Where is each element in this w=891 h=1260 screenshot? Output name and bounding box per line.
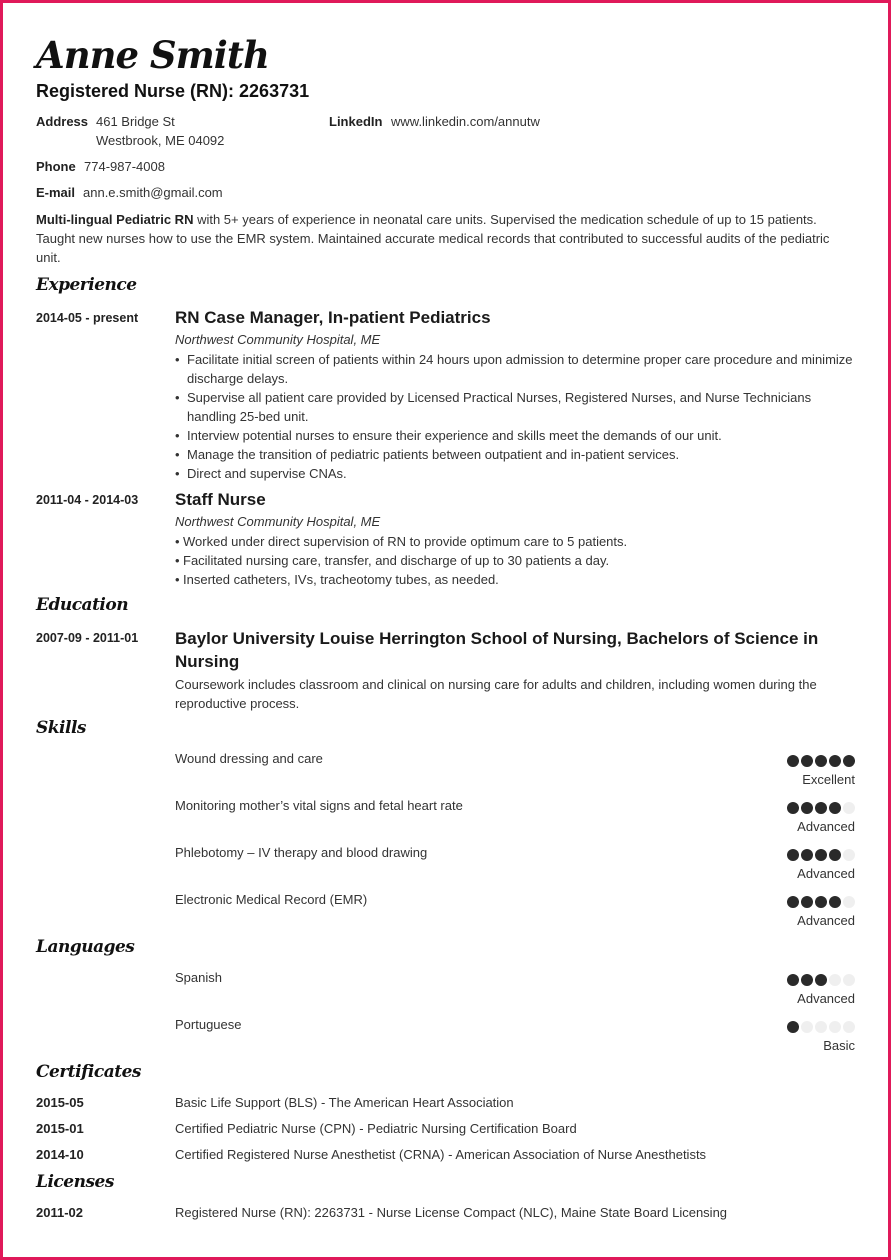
experience-bullet: • Supervise all patient care provided by Licensed Practical Nurses, Registered Nurses, and Nurse Technicians handling 25-bed unit. [175, 388, 855, 426]
rating-dot-filled [815, 896, 827, 908]
rating-dot-empty [843, 849, 855, 861]
experience-bullet: • Facilitate initial screen of patients within 24 hours upon admission to determine proper care procedure and minimize discharge delays. [175, 350, 855, 388]
section-heading-certificates: Certificates [36, 1062, 141, 1082]
education-date: 2007-09 - 2011-01 [36, 631, 139, 645]
certificate-text: Certified Pediatric Nurse (CPN) - Pediatric Nursing Certification Board [175, 1121, 577, 1136]
certificate-date: 2015-01 [36, 1121, 84, 1136]
email-label: E-mail [36, 185, 76, 200]
rating-dot-filled [829, 849, 841, 861]
experience-role: Staff Nurse [175, 490, 266, 509]
rating-dot-empty [829, 1021, 841, 1033]
skill-level: Advanced [797, 913, 855, 928]
rating-dot-filled [801, 974, 813, 986]
rating-dot-empty [843, 1021, 855, 1033]
section-heading-education: Education [36, 595, 129, 615]
rating-dot-filled [787, 896, 799, 908]
rating-dot-filled [787, 1021, 799, 1033]
rating-dot-filled [843, 755, 855, 767]
certificate-text: Certified Registered Nurse Anesthetist (CRNA) - American Association of Nurse Anesthetists [175, 1147, 707, 1162]
rating-dot-filled [787, 755, 799, 767]
rating-dot-filled [829, 802, 841, 814]
language-rating [787, 974, 855, 986]
rating-dot-filled [787, 802, 799, 814]
language-level: Advanced [797, 991, 855, 1006]
rating-dot-empty [843, 974, 855, 986]
experience-bullet: • Worked under direct supervision of RN to provide optimum care to 5 patients. [175, 532, 855, 551]
rating-dot-filled [829, 755, 841, 767]
section-heading-licenses: Licenses [36, 1172, 114, 1192]
skill-level: Advanced [797, 819, 855, 834]
rating-dot-filled [815, 974, 827, 986]
experience-date: 2014-05 - present [36, 311, 139, 325]
rating-dot-empty [829, 974, 841, 986]
section-heading-experience: Experience [36, 275, 137, 295]
section-heading-languages: Languages [36, 937, 135, 957]
skill-rating [787, 755, 855, 767]
language-rating [787, 1021, 855, 1033]
license-text: Registered Nurse (RN): 2263731 - Nurse License Compact (NLC), Maine State Board Licensing [175, 1205, 728, 1220]
rating-dot-filled [801, 896, 813, 908]
experience-bullet: • Facilitated nursing care, transfer, and discharge of up to 30 patients a day. [175, 551, 855, 570]
email-link[interactable]: ann.e.smith@gmail.com [83, 185, 223, 200]
skill-rating [787, 896, 855, 908]
rating-dot-empty [843, 896, 855, 908]
rating-dot-filled [801, 849, 813, 861]
skill-level: Excellent [802, 772, 855, 787]
skill-rating [787, 802, 855, 814]
certificate-date: 2015-05 [36, 1095, 84, 1110]
skill-name: Phlebotomy – IV therapy and blood drawing [175, 845, 428, 860]
experience-bullet: • Inserted catheters, IVs, tracheotomy tubes, as needed. [175, 570, 855, 589]
summary-text: with 5+ years of experience in neonatal care units. Supervised the medication schedule of up to 15 patients. Taught new nurses how to use the EMR system. Maintained accurate medical records that contributed to successful audits of the pediatric unit. [36, 212, 830, 265]
skill-name: Monitoring mother’s vital signs and fetal heart rate [175, 798, 463, 813]
address-line1: 461 Bridge St [96, 114, 175, 129]
education-description: Coursework includes classroom and clinical on nursing care for adults and children, including women during the reproductive process. [175, 677, 817, 711]
rating-dot-filled [801, 802, 813, 814]
skill-name: Electronic Medical Record (EMR) [175, 892, 368, 907]
address-label: Address [36, 114, 89, 129]
job-title: Registered Nurse (RN): 2263731 [36, 81, 310, 101]
education-school: Baylor University Louise Herrington School of Nursing, Bachelors of Science in Nursing [175, 629, 819, 671]
summary-lead: Multi-lingual Pediatric RN [36, 212, 194, 227]
experience-bullets [175, 532, 855, 589]
certificate-text: Basic Life Support (BLS) - The American Heart Association [175, 1095, 514, 1110]
phone-label: Phone [36, 159, 76, 174]
rating-dot-filled [815, 802, 827, 814]
linkedin-link[interactable]: www.linkedin.com/annutw [391, 114, 540, 129]
experience-bullet: • Direct and supervise CNAs. [175, 464, 855, 483]
rating-dot-filled [787, 974, 799, 986]
rating-dot-filled [815, 755, 827, 767]
language-level: Basic [823, 1038, 855, 1053]
professional-summary [36, 210, 856, 267]
address-line2: Westbrook, ME 04092 [96, 133, 225, 148]
rating-dot-empty [815, 1021, 827, 1033]
experience-organization: Northwest Community Hospital, ME [175, 332, 381, 347]
certificate-date: 2014-10 [36, 1147, 84, 1162]
experience-bullets [175, 350, 855, 483]
rating-dot-filled [815, 849, 827, 861]
skill-level: Advanced [797, 866, 855, 881]
section-heading-skills: Skills [36, 718, 87, 738]
rating-dot-empty [801, 1021, 813, 1033]
experience-date: 2011-04 - 2014-03 [36, 493, 139, 507]
skill-name: Wound dressing and care [175, 751, 323, 766]
rating-dot-filled [801, 755, 813, 767]
experience-organization: Northwest Community Hospital, ME [175, 514, 381, 529]
rating-dot-filled [829, 896, 841, 908]
language-name: Spanish [175, 970, 222, 985]
experience-bullet: • Manage the transition of pediatric patients between outpatient and in-patient services. [175, 445, 855, 464]
rating-dot-empty [843, 802, 855, 814]
phone-value: 774-987-4008 [84, 159, 165, 174]
candidate-name: Anne Smith [36, 33, 269, 77]
license-date: 2011-02 [36, 1205, 83, 1220]
linkedin-label: LinkedIn [329, 114, 383, 129]
skill-rating [787, 849, 855, 861]
language-name: Portuguese [175, 1017, 242, 1032]
experience-bullet: • Interview potential nurses to ensure their experience and skills meet the demands of our unit. [175, 426, 855, 445]
rating-dot-filled [787, 849, 799, 861]
experience-role: RN Case Manager, In-patient Pediatrics [175, 308, 491, 327]
